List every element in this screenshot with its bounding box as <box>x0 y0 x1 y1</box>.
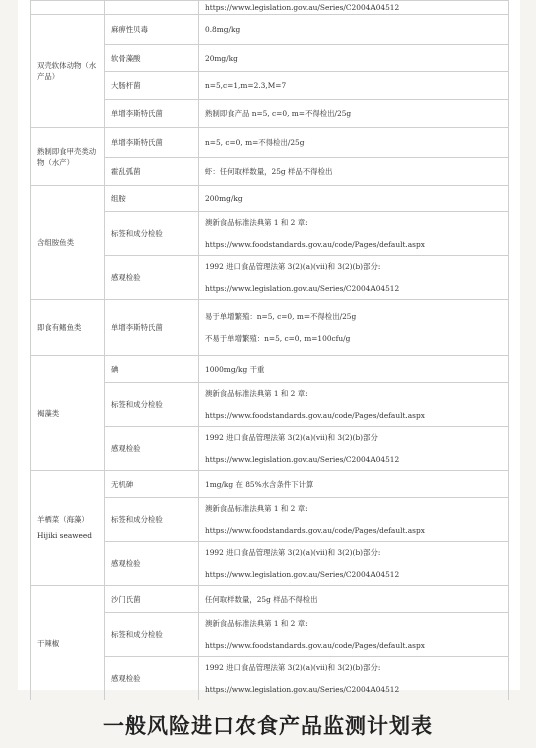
item-cell: 标签和成分检验 <box>105 212 199 256</box>
category-cell: 褐藻类 <box>31 356 105 471</box>
category-cell: 含组胺鱼类 <box>31 186 105 300</box>
spec-table <box>30 0 509 701</box>
item-cell: 碘 <box>105 356 199 383</box>
item-cell: 麻痹性贝毒 <box>105 15 199 45</box>
table-row <box>31 586 509 613</box>
table-row <box>31 356 509 383</box>
document-sheet <box>18 0 520 694</box>
value-cell: 200mg/kg <box>199 186 509 212</box>
item-cell: 沙门氏菌 <box>105 586 199 613</box>
value-cell: 易于单增繁殖：n=5, c=0, m=不得检出/25g 不易于单增繁殖：n=5, c=0, m=100cfu/g <box>199 300 509 356</box>
item-cell: 单增李斯特氏菌 <box>105 128 199 158</box>
item-cell: 大肠杆菌 <box>105 72 199 100</box>
item-cell: 感观检验 <box>105 256 199 300</box>
value-cell: 澳新食品标准法典第 1 和 2 章: https://www.foodstandards.gov.au/code/Pages/default.aspx <box>199 498 509 542</box>
value-cell: n=5, c=0, m=不得检出/25g <box>199 128 509 158</box>
item-cell: 软骨藻酸 <box>105 45 199 72</box>
value-cell: 虾：任何取样数量，25g 样品不得检出 <box>199 158 509 186</box>
footer-banner <box>0 700 536 748</box>
table-row <box>31 1 509 15</box>
category-cell: 熟制即食甲壳类动物（水产） <box>31 128 105 186</box>
value-cell: https://www.legislation.gov.au/Series/C2004A04512 <box>199 1 509 15</box>
value-cell: 澳新食品标准法典第 1 和 2 章: https://www.foodstandards.gov.au/code/Pages/default.aspx <box>199 212 509 256</box>
table-row <box>31 186 509 212</box>
item-cell: 单增李斯特氏菌 <box>105 300 199 356</box>
item-cell <box>105 1 199 15</box>
value-cell: 1992 进口食品管理法第 3(2)(a)(vii)和 3(2)(b)部分 https://www.legislation.gov.au/Series/C2004A04512 <box>199 427 509 471</box>
value-cell: 任何取样数量，25g 样品不得检出 <box>199 586 509 613</box>
item-cell: 标签和成分检验 <box>105 613 199 657</box>
item-cell: 感观检验 <box>105 542 199 586</box>
item-cell: 组胺 <box>105 186 199 212</box>
category-cell: 羊栖菜（海藻） Hijiki seaweed <box>31 471 105 586</box>
category-cell: 即食有鳍鱼类 <box>31 300 105 356</box>
item-cell: 霍乱弧菌 <box>105 158 199 186</box>
value-cell: 1mg/kg 在 85%水含条件下计算 <box>199 471 509 498</box>
item-cell: 标签和成分检验 <box>105 498 199 542</box>
item-cell: 单增李斯特氏菌 <box>105 100 199 128</box>
value-cell: 1992 进口食品管理法第 3(2)(a)(vii)和 3(2)(b)部分: https://www.legislation.gov.au/Series/C2004A04512 <box>199 542 509 586</box>
value-cell: 1992 进口食品管理法第 3(2)(a)(vii)和 3(2)(b)部分: https://www.legislation.gov.au/Series/C2004A04512 <box>199 657 509 701</box>
table-row <box>31 471 509 498</box>
item-cell: 感观检验 <box>105 657 199 701</box>
value-cell: 熟制即食产品 n=5, c=0, m=不得检出/25g <box>199 100 509 128</box>
value-cell: 20mg/kg <box>199 45 509 72</box>
table-row <box>31 15 509 45</box>
category-cell: 双壳软体动物（水产品） <box>31 15 105 128</box>
item-cell: 标签和成分检验 <box>105 383 199 427</box>
category-cell: 干辣椒 <box>31 586 105 701</box>
item-cell: 无机砷 <box>105 471 199 498</box>
page-title: 一般风险进口农食产品监测计划表 <box>103 714 433 738</box>
value-cell: 澳新食品标准法典第 1 和 2 章: https://www.foodstandards.gov.au/code/Pages/default.aspx <box>199 613 509 657</box>
value-cell: 1992 进口食品管理法第 3(2)(a)(vii)和 3(2)(b)部分: https://www.legislation.gov.au/Series/C2004A04512 <box>199 256 509 300</box>
value-cell: n=5,c=1,m=2.3,M=7 <box>199 72 509 100</box>
table-row <box>31 128 509 158</box>
value-cell: 澳新食品标准法典第 1 和 2 章: https://www.foodstandards.gov.au/code/Pages/default.aspx <box>199 383 509 427</box>
item-cell: 感观检验 <box>105 427 199 471</box>
value-cell: 1000mg/kg 干重 <box>199 356 509 383</box>
category-cell <box>31 1 105 15</box>
table-row <box>31 300 509 356</box>
value-cell: 0.8mg/kg <box>199 15 509 45</box>
